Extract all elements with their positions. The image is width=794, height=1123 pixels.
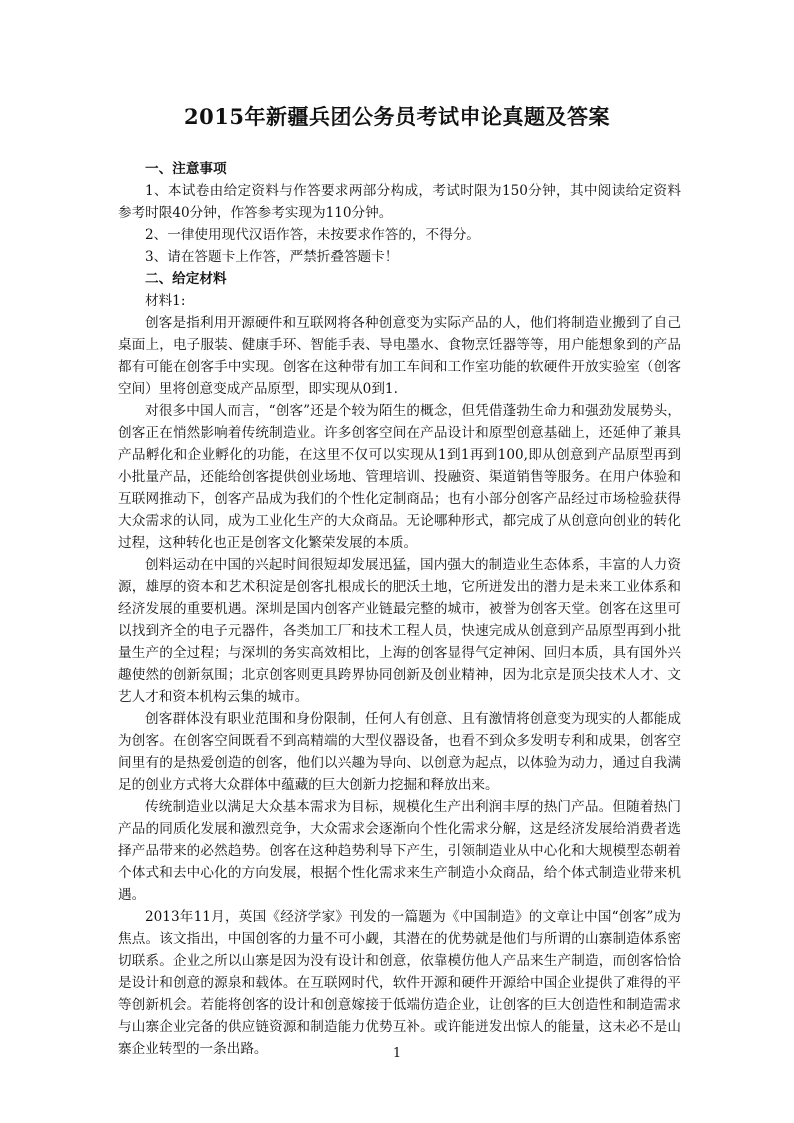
- note-item: 2、一律使用现代汉语作答，未按要求作答的，不得分。: [145, 227, 480, 243]
- page-title: 2015年新疆兵团公务员考试申论真题及答案: [184, 104, 610, 129]
- material-paragraph: 传统制造业以满足大众基本需求为目标，规模化生产出利润丰厚的热门产品。但随着热门产品的同质化发展和激烈竞争，大众需求会逐渐向个性化需求分解，这是经济发展给消费者选择产品带来的必然趋势。创客在这种趋势利导下产生，引领制造业从中心化和大规模型态朝着个体式和去中心化的方向发展，根据个性化需求来生产制造小众商品，给个体式制造业带来机遇。: [118, 799, 681, 903]
- material-paragraph: 对很多中国人而言，“创客”还是个较为陌生的概念，但凭借蓬勃生命力和强劲发展势头，创客正在悄然影响着传统制造业。许多创客空间在产品设计和原型创意基础上，还延伸了兼具产品孵化和企业孵化的功能，在这里不仅可以实现从1到1再到100,即从创意到产品原型再到小批量产品，还能给创客提供创业场地、管理培训、投融资、渠道销售等服务。在用户体验和互联网推动下，创客产品成为我们的个性化定制商品；也有小部分创客产品经过市场检验获得大众需求的认同，成为工业化生产的大众商品。无论哪种形式，都完成了从创意向创业的转化过程，这种转化也正是创客文化繁荣发展的本质。: [118, 403, 681, 551]
- document-body: [118, 158, 681, 1060]
- page-number: 1: [392, 1046, 402, 1061]
- material-paragraph: 2013年11月，英国《经济学家》刊发的一篇题为《中国制造》的文章让中国“创客”成为焦点。该文指出，中国创客的力量不可小觑，其潜在的优势就是他们与所谓的山寨制造体系密切联系。企业之所以山寨是因为没有设计和创意，依靠模仿他人产品来生产制造，而创客恰恰是设计和创意的源泉和载体。在互联网时代，软件开源和硬件开源给中国企业提供了难得的平等创新机会。若能将创客的设计和创意嫁接于低端仿造企业，让创客的巨大创造性和制造需求与山寨企业完备的供应链资源和制造能力优势互补。或许能迸发出惊人的能量，这未必不是山寨企业转型的一条出路。: [118, 909, 681, 1057]
- section-heading-notes: 一、注意事项: [145, 161, 227, 177]
- material-paragraph: 创客是指利用开源硬件和互联网将各种创意变为实际产品的人，他们将制造业搬到了自己桌面上，电子服装、健康手环、智能手表、导电墨水、食物烹饪器等等，用户能想象到的产品都有可能在创客手中实现。创客在这种带有加工车间和工作室功能的软硬件开放实验室（创客空间）里将创意变成产品原型，即实现从0到1.: [118, 315, 681, 397]
- material-paragraph: 创客群体没有职业范围和身份限制，任何人有创意、且有激情将创意变为现实的人都能成为创客。在创客空间既看不到高精端的大型仪器设备，也看不到众多发明专利和成果，创客空间里有的是热爱创造的创客，他们以兴趣为导向、以创意为起点，以体验为动力，通过自我满足的创业方式将大众群体中蕴藏的巨大创新力挖掘和释放出来。: [118, 711, 681, 793]
- note-item: 3、请在答题卡上作答，严禁折叠答题卡！: [145, 249, 399, 265]
- material-paragraph: 创料运动在中国的兴起时间很短却发展迅猛，国内强大的制造业生态体系，丰富的人力资源，雄厚的资本和艺术积淀是创客扎根成长的肥沃土地，它所迸发出的潜力是未来工业体系和经济发展的重要机遇。深圳是国内创客产业链最完整的城市，被誉为创客天堂。创客在这里可以找到齐全的电子元器件，各类加工厂和技术工程人员，快速完成从创意到产品原型再到小批量生产的全过程；与深圳的务实高效相比，上海的创客显得气定神闲、回归本质，具有国外兴趣使然的创新氛围；北京创客则更具跨界协同创新及创业精神，因为北京是顶尖技术人才、文艺人才和资本机构云集的城市。: [118, 557, 681, 705]
- material-label: 材料1:: [145, 293, 186, 309]
- note-item: 1、本试卷由给定资料与作答要求两部分构成，考试时限为150分钟，其中阅读给定资料参考时限40分钟，作答参考实现为110分钟。: [118, 183, 681, 221]
- section-heading-materials: 二、给定材料: [145, 271, 227, 287]
